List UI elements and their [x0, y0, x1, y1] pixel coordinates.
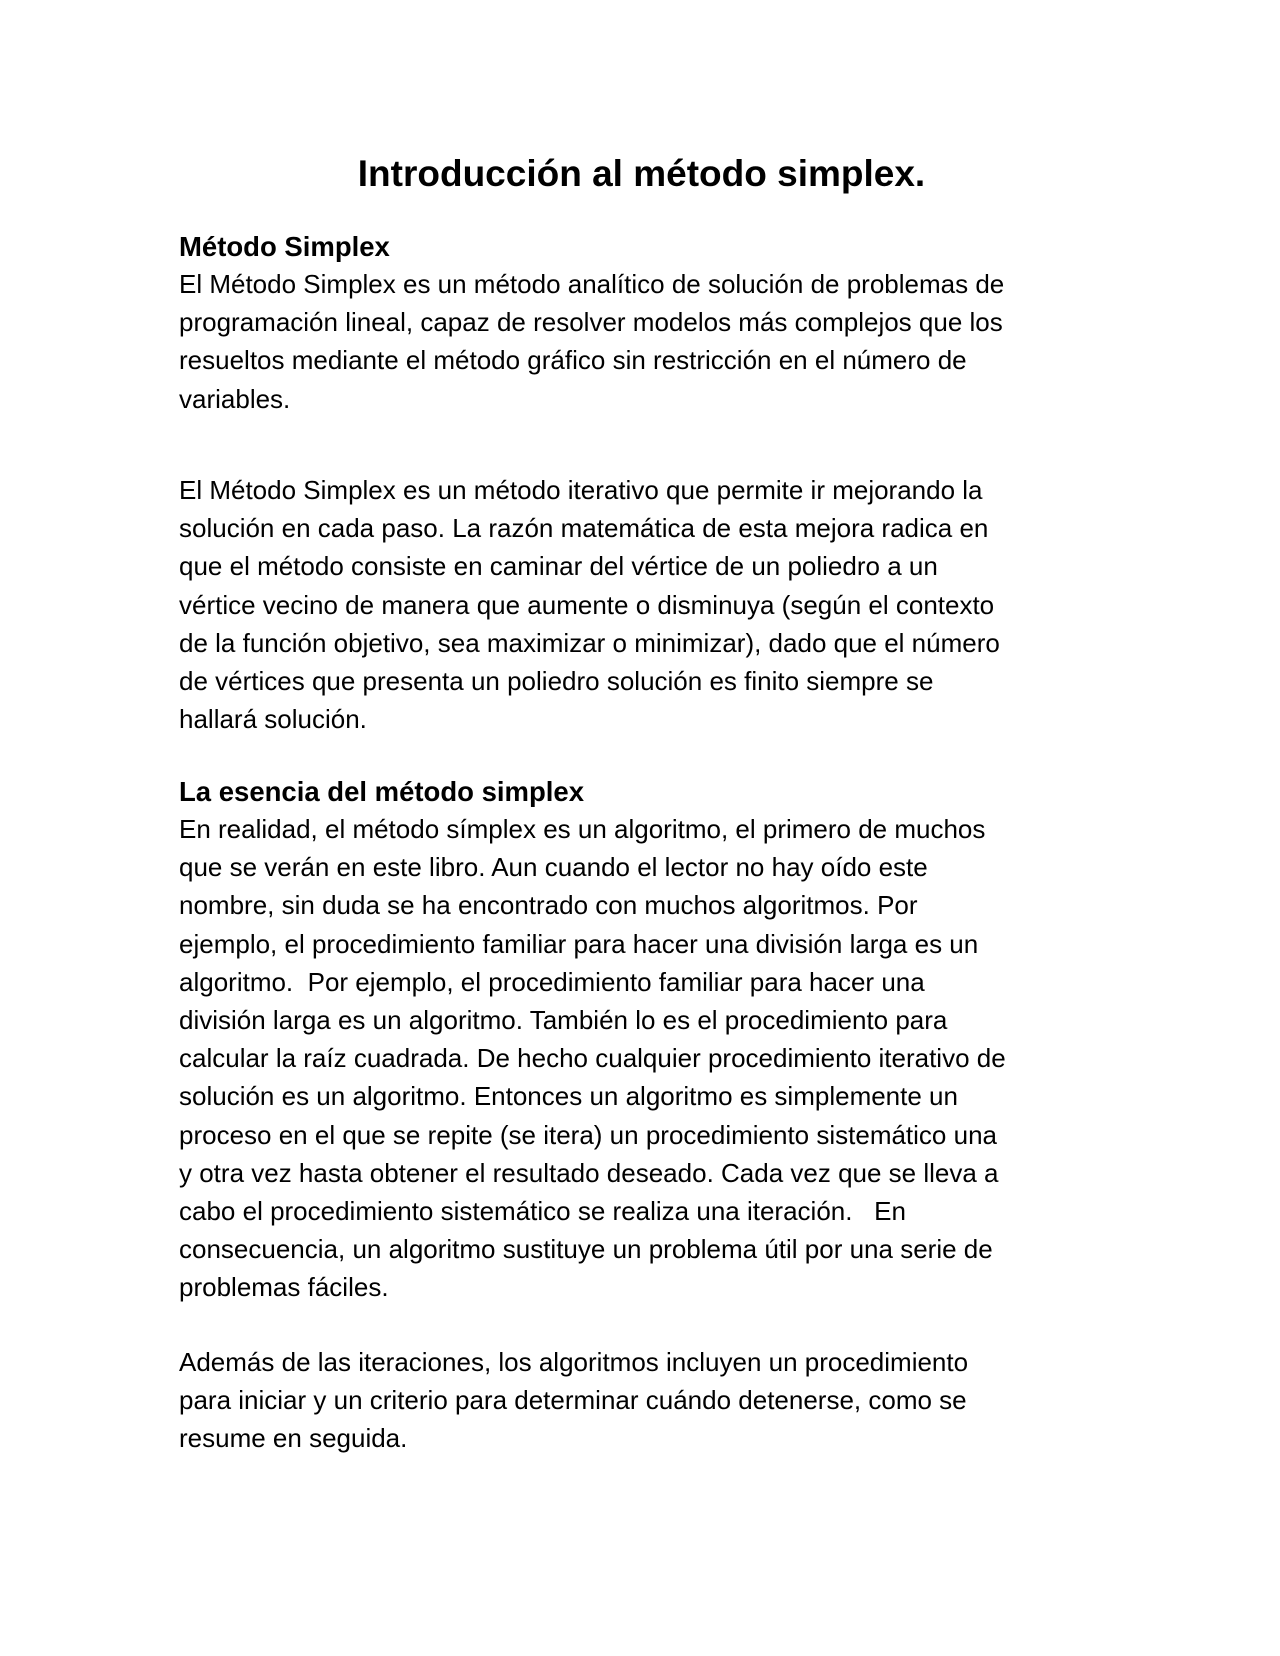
text-line: variables.: [179, 383, 291, 414]
text-line: El Método Simplex es un método iterativo que permite ir mejorando la: [179, 475, 983, 505]
text-line: consecuencia, un algoritmo sustituye un problema útil por una serie de: [179, 1234, 993, 1265]
text-line: programación lineal, capaz de resolver modelos más complejos que los: [179, 307, 1003, 338]
text-line: de vértices que presenta un poliedro solución es finito siempre se: [179, 666, 934, 697]
paragraph: [179, 1343, 1104, 1458]
text-line: para iniciar y un criterio para determinar cuándo detenerse, como se: [179, 1385, 967, 1416]
section-heading-esencia: La esencia del método simplex: [179, 776, 585, 807]
text-line: de la función objetivo, sea maximizar o minimizar), dado que el número: [179, 627, 1000, 658]
document-title: Introducción al método simplex.: [357, 153, 926, 194]
text-line: calcular la raíz cuadrada. De hecho cualquier procedimiento iterativo de: [179, 1043, 1006, 1074]
text-line: algoritmo. Por ejemplo, el procedimiento familiar para hacer una: [179, 966, 925, 997]
text-line: que el método consiste en caminar del vértice de un poliedro a un: [179, 551, 938, 582]
text-line: hallará solución.: [179, 704, 367, 735]
text-line: nombre, sin duda se ha encontrado con muchos algoritmos. Por: [179, 890, 918, 921]
text-line: solución es un algoritmo. Entonces un algoritmo es simplemente un: [179, 1081, 958, 1112]
text-line: que se verán en este libro. Aun cuando el lector no hay oído este: [179, 852, 928, 883]
paragraph: [179, 471, 1104, 738]
text-line: vértice vecino de manera que aumente o disminuya (según el contexto: [179, 589, 995, 620]
text-line: ejemplo, el procedimiento familiar para hacer una división larga es un: [179, 928, 979, 959]
text-line: resueltos mediante el método gráfico sin restricción en el número de: [179, 345, 967, 376]
paragraph: [179, 810, 1104, 1307]
text-line: proceso en el que se repite (se itera) un procedimiento sistemático una: [179, 1119, 997, 1150]
text-line: resume en seguida.: [179, 1423, 408, 1454]
text-line: cabo el procedimiento sistemático se realiza una iteración. En: [179, 1196, 906, 1227]
text-line: Además de las iteraciones, los algoritmos incluyen un procedimiento: [179, 1347, 969, 1377]
text-line: problemas fáciles.: [179, 1272, 389, 1303]
text-line: y otra vez hasta obtener el resultado deseado. Cada vez que se lleva a: [179, 1157, 999, 1188]
text-line: solución en cada paso. La razón matemática de esta mejora radica en: [179, 513, 989, 544]
paragraph: [179, 265, 1104, 418]
text-line: En realidad, el método símplex es un algoritmo, el primero de muchos: [179, 814, 986, 844]
section-heading-metodo-simplex: Método Simplex: [179, 231, 390, 262]
text-line: El Método Simplex es un método analítico de solución de problemas de: [179, 269, 1005, 299]
text-line: división larga es un algoritmo. También lo es el procedimiento para: [179, 1005, 948, 1036]
